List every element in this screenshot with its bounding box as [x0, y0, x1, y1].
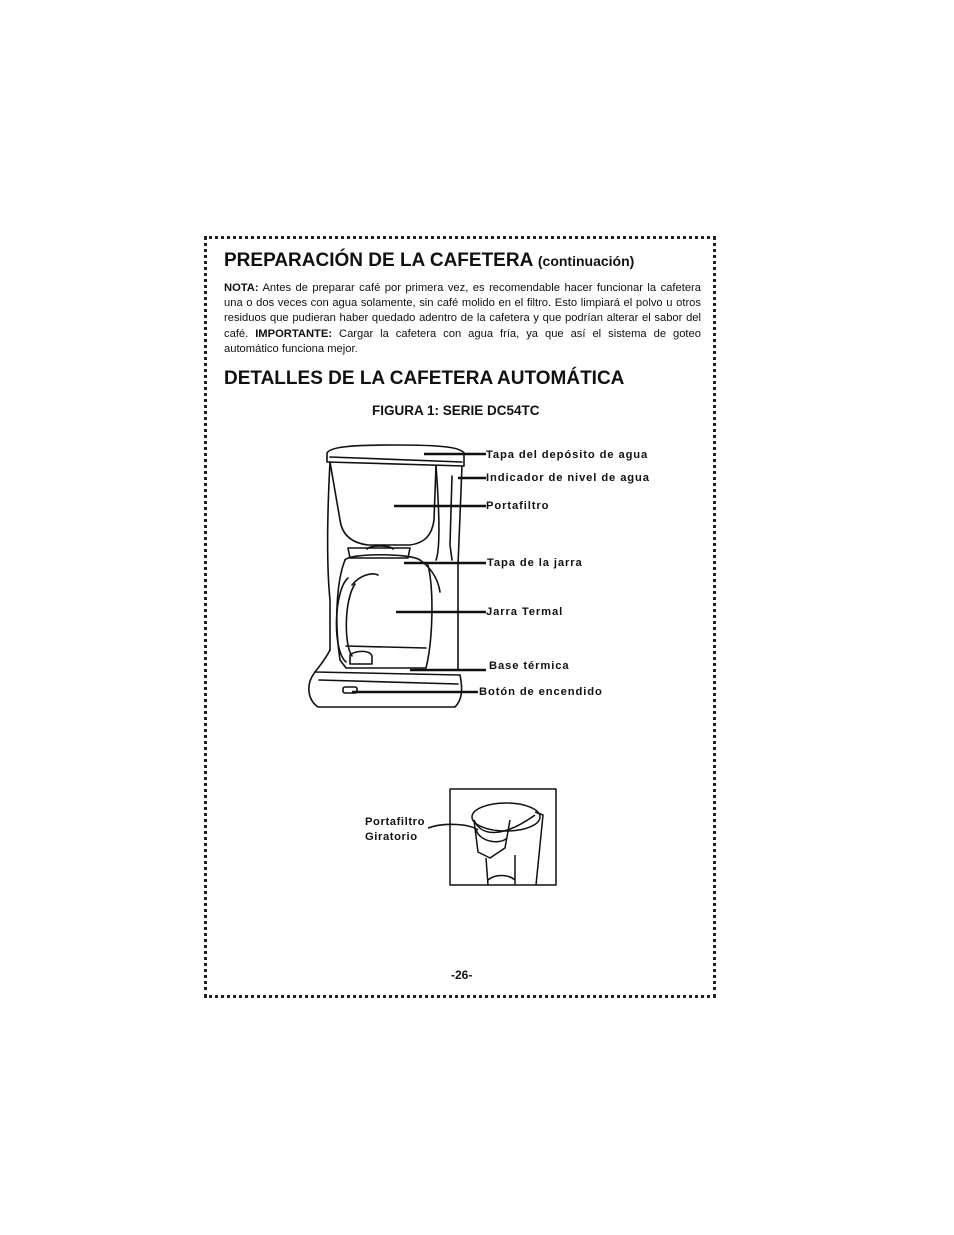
section-heading-details: DETALLES DE LA CAFETERA AUTOMÁTICA — [224, 368, 625, 389]
label-swivel-filter-line1: Portafiltro — [365, 816, 426, 828]
page-number: -26- — [451, 968, 473, 982]
note-label: NOTA: — [224, 282, 259, 294]
label-water-tank-lid: Tapa del depósito de agua — [486, 449, 649, 461]
label-power-button: Botón de encendido — [479, 686, 603, 698]
label-carafe-lid: Tapa de la jarra — [487, 557, 583, 569]
label-filter-holder: Portafiltro — [486, 500, 550, 512]
note-text-1: Antes de preparar café por primera vez, es recomendable hacer funcionar la cafetera una o dos veces con agua solamente, sin café molido en el filtro. Esto limpiará el polvo u otros residuos que pudieran haber quedado adentro de la cafetera y que podrían alterar el sabor del café. — [224, 282, 701, 340]
label-water-level-indicator: Indicador de nivel de agua — [486, 472, 650, 484]
label-swivel-filter-line2: Giratorio — [365, 831, 418, 843]
label-thermal-base: Base térmica — [489, 660, 570, 672]
label-thermal-carafe: Jarra Termal — [486, 606, 564, 618]
figure-caption: FIGURA 1: SERIE DC54TC — [372, 403, 540, 418]
note-text-2: Cargar la cafetera con agua fría, ya que así el sistema de goteo automático funciona mejor. — [224, 327, 701, 355]
heading-preparation-subtitle: (continuación) — [537, 253, 635, 269]
heading-preparation-title: PREPARACIÓN DE LA CAFETERA — [224, 250, 533, 271]
important-label: IMPORTANTE: — [255, 327, 333, 340]
